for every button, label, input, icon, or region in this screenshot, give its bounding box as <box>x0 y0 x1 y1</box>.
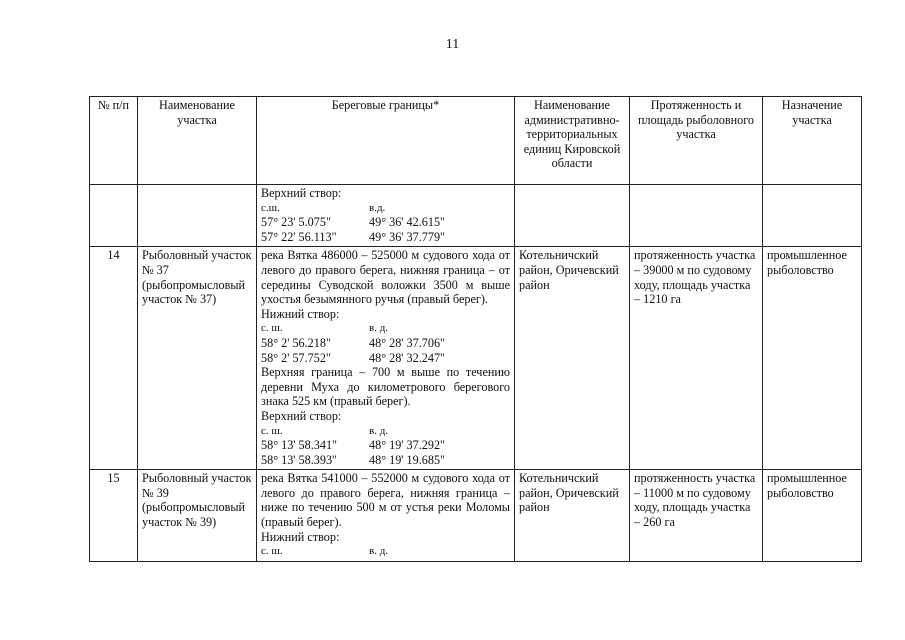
cell-admin <box>515 185 630 247</box>
coord-lat: 58° 13' 58.341" <box>261 438 338 453</box>
coord-lon: 48° 28' 32.247" <box>369 350 446 365</box>
lower-section-title: Нижний створ: <box>261 529 340 544</box>
cell-name: Рыболовный участок № 39 (рыбопромысловый участок № 39) <box>138 470 257 562</box>
coord-lat: 58° 13' 58.393" <box>261 452 338 467</box>
coord-lat: 57° 23' 5.075" <box>261 215 331 230</box>
header-num: № п/п <box>90 97 138 185</box>
lon-label: в. д. <box>369 322 389 335</box>
lon-label: в. д. <box>369 545 389 558</box>
cell-extent: протяженность участка – 11000 м по судовому ходу, площадь участка – 260 га <box>630 470 763 562</box>
borders-description: река Вятка 541000 – 552000 м судового хода от левого до правого берега, нижняя граница – ниже по течению 500 м от устья реки Моломы (правый берег). <box>261 471 510 530</box>
cell-extent: протяженность участка – 39000 м по судовому ходу, площадь участка – 1210 га <box>630 247 763 470</box>
cell-name <box>138 185 257 247</box>
lat-label: с. ш. <box>261 322 283 335</box>
cell-borders <box>257 247 515 470</box>
cell-admin: Котельничский район, Оричевский район <box>515 470 630 562</box>
coord-lat: 57° 22' 56.113" <box>261 229 337 244</box>
lon-label: в. д. <box>369 424 389 437</box>
cell-extent <box>630 185 763 247</box>
coord-lat: 58° 2' 57.752" <box>261 350 331 365</box>
upper-section-title: Верхний створ: <box>261 408 342 423</box>
lon-label: в.д. <box>369 201 386 214</box>
coord-lat: 58° 2' 56.218" <box>261 335 331 350</box>
table-header-row <box>90 97 862 185</box>
coord-lon: 48° 19' 37.292" <box>369 438 446 453</box>
table-row <box>90 470 862 562</box>
upper-border-description: Верхняя граница – 700 м выше по течению деревни Муха до километрового берегового знака 525 км (правый берег). <box>261 365 510 409</box>
coordinates-block <box>261 321 510 365</box>
header-name: Наименование участка <box>138 97 257 185</box>
table-row-continuation <box>90 185 862 247</box>
cell-admin: Котельничский район, Оричевский район <box>515 247 630 470</box>
upper-section-title: Верхний створ: <box>261 186 342 200</box>
header-borders: Береговые границы* <box>257 97 515 185</box>
fishing-areas-table <box>89 96 862 562</box>
cell-name: Рыболовный участок № 37 (рыбопромысловый участок № 37) <box>138 247 257 470</box>
cell-borders <box>257 470 515 562</box>
lower-section-title: Нижний створ: <box>261 306 340 321</box>
coordinates-block <box>261 544 510 559</box>
lat-label: с. ш. <box>261 424 283 437</box>
header-purpose: Назначение участка <box>763 97 862 185</box>
borders-description: река Вятка 486000 – 525000 м судового хода от левого до правого берега, нижняя граница – от середины Суводской воложки 3500 м выше ухостья безымянного ручья (правый берег). <box>261 248 510 307</box>
table-row <box>90 247 862 470</box>
coord-lon: 48° 19' 19.685" <box>369 452 446 467</box>
cell-num: 14 <box>90 247 138 470</box>
cell-purpose <box>763 185 862 247</box>
lat-label: с. ш. <box>261 545 283 558</box>
cell-purpose: промышленное рыболовство <box>763 247 862 470</box>
coord-lon: 49° 36' 42.615" <box>369 215 446 230</box>
cell-borders <box>257 185 515 247</box>
cell-purpose: промышленное рыболовство <box>763 470 862 562</box>
header-admin: Наименование административно-территориальных единиц Кировской области <box>515 97 630 185</box>
page-number: 11 <box>445 37 460 52</box>
cell-num: 15 <box>90 470 138 562</box>
coord-lon: 49° 36' 37.779" <box>369 229 446 244</box>
coordinates-block <box>261 424 510 468</box>
coordinates-block <box>261 201 510 245</box>
lat-label: с.ш. <box>261 201 280 214</box>
coord-lon: 48° 28' 37.706" <box>369 335 446 350</box>
cell-num <box>90 185 138 247</box>
header-extent: Протяженность и площадь рыболовного участка <box>630 97 763 185</box>
